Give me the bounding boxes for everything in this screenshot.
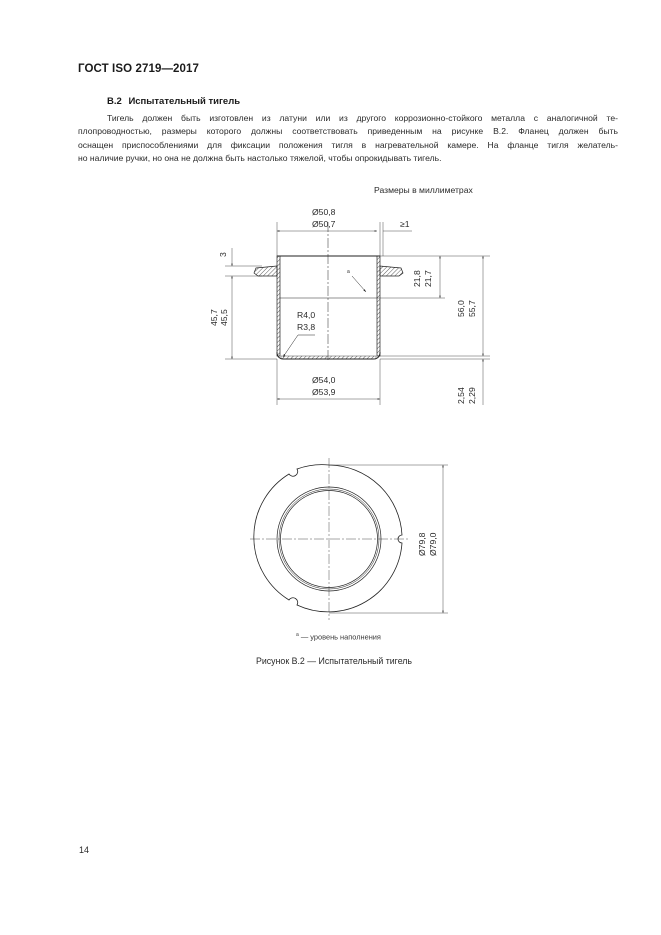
paragraph-line: плопроводностью, размеры которого должны соответствовать приведенным на рисунке В.2. Фланец должен быть <box>78 126 618 137</box>
dim-outer-diameter-max: Ø54,0 <box>312 375 336 385</box>
dim-radius-min: R3,8 <box>297 322 316 332</box>
figure-footnote <box>296 632 381 641</box>
page-number: 14 <box>79 845 90 855</box>
figure-caption: Рисунок В.2 — Испытательный тигель <box>256 656 413 666</box>
plan-dimension-labels <box>417 532 438 556</box>
paragraph-line: Тигель должен быть изготовлен из латуни или из другого коррозионно-стойкого металла с аналогичной те- <box>107 113 618 123</box>
document-header: ГОСТ ISO 2719—2017 <box>78 63 200 75</box>
dim-inner-height-min: 55,7 <box>467 300 477 317</box>
units-note: Размеры в миллиметрах <box>374 185 473 195</box>
dim-inner-diameter-min: Ø50,7 <box>312 219 336 229</box>
dim-bottom-thickness-max: 2,54 <box>456 387 466 404</box>
dim-flange-diameter-max: Ø79,8 <box>417 532 427 556</box>
dim-flange-depth-max: 21,8 <box>412 270 422 287</box>
dim-flange-diameter-min: Ø79,0 <box>428 532 438 556</box>
section-view <box>225 222 490 405</box>
section-number: B.2 <box>107 96 122 107</box>
footnote-text: — уровень наполнения <box>300 632 381 642</box>
section-title: Испытательный тигель <box>128 96 241 107</box>
dim-flange-depth-min: 21,7 <box>423 270 433 287</box>
dim-bottom-thickness-min: 2,29 <box>467 387 477 404</box>
dim-depth-below-flange-min: 45,5 <box>219 309 229 326</box>
paragraph-line: оснащен приспособлениями для фиксации положения тигля в нагревательной камере. На фланце тигля желатель- <box>78 139 618 150</box>
dim-depth-below-flange-max: 45,7 <box>209 309 219 326</box>
footnote-marker: a <box>296 632 299 638</box>
paragraph-line: но наличие ручки, но она не должна быть настолько тяжелой, чтобы опрокидывать тигель. <box>78 152 442 163</box>
dim-outer-diameter-min: Ø53,9 <box>312 387 336 397</box>
dim-inner-diameter-max: Ø50,8 <box>312 207 336 217</box>
dim-inner-height-max: 56,0 <box>456 300 466 317</box>
dim-radius-max: R4,0 <box>297 310 316 320</box>
fill-marker: a <box>347 269 350 275</box>
dim-flange-thickness: 3 <box>218 252 228 257</box>
section-dimension-labels <box>209 207 477 404</box>
dim-wall-min: ≥1 <box>400 219 410 229</box>
